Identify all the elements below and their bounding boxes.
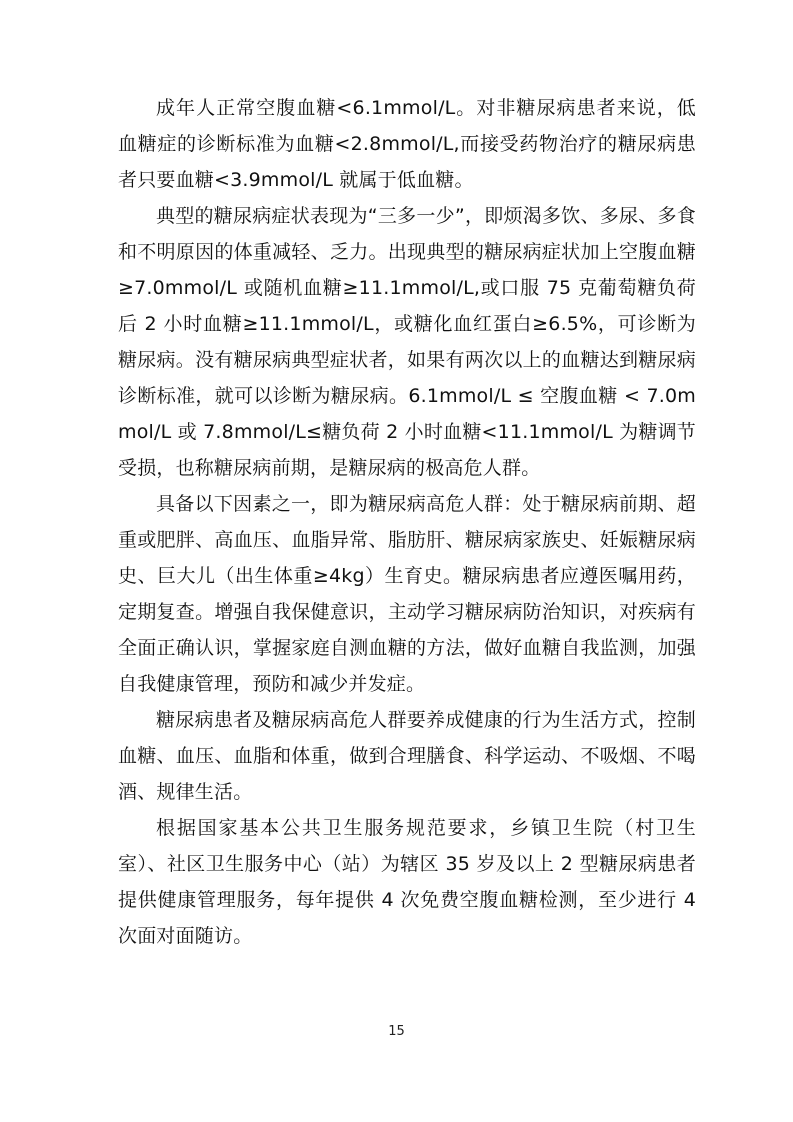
- paragraph-diabetes-diagnosis: 典型的糖尿病症状表现为“三多一少”，即烦渴多饮、多尿、多食和不明原因的体重减轻、乏力。出现典型的糖尿病症状加上空腹血糖≥7.0mmol/L 或随机血糖≥11.1mmol/L,或口服 75 克葡萄糖负荷后 2 小时血糖≥11.1mmol/L，或糖化血红蛋白≥6.5%，可诊断为糖尿病。没有糖尿病典型症状者，如果有两次以上的血糖达到糖尿病诊断标准，就可以诊断为糖尿病。6.1mmol/L ≤ 空腹血糖 < 7.0mmol/L 或 7.8mmol/L≤糖负荷 2 小时血糖<11.1mmol/L 为糖调节受损，也称糖尿病前期，是糖尿病的极高危人群。: [118, 205, 696, 479]
- paragraph-normal-blood-glucose: 成年人正常空腹血糖<6.1mmol/L。对非糖尿病患者来说，低血糖症的诊断标准为血糖<2.8mmol/L,而接受药物治疗的糖尿病患者只要血糖<3.9mmol/L 就属于低血糖。: [118, 97, 696, 191]
- paragraph-public-health-services: 根据国家基本公共卫生服务规范要求，乡镇卫生院（村卫生室）、社区卫生服务中心（站）为辖区 35 岁及以上 2 型糖尿病患者提供健康管理服务，每年提供 4 次免费空腹血糖检测，至少进行 4 次面对面随访。: [118, 817, 696, 947]
- paragraph-healthy-lifestyle: 糖尿病患者及糖尿病高危人群要养成健康的行为生活方式，控制血糖、血压、血脂和体重，做到合理膳食、科学运动、不吸烟、不喝酒、规律生活。: [118, 709, 696, 803]
- paragraph-high-risk-groups: 具备以下因素之一，即为糖尿病高危人群：处于糖尿病前期、超重或肥胖、高血压、血脂异常、脂肪肝、糖尿病家族史、妊娠糖尿病史、巨大儿（出生体重≥4kg）生育史。糖尿病患者应遵医嘱用药，定期复查。增强自我保健意识，主动学习糖尿病防治知识，对疾病有全面正确认识，掌握家庭自测血糖的方法，做好血糖自我监测，加强自我健康管理，预防和减少并发症。: [118, 493, 696, 695]
- page-number: 15: [388, 1024, 405, 1039]
- body-text: [118, 90, 696, 954]
